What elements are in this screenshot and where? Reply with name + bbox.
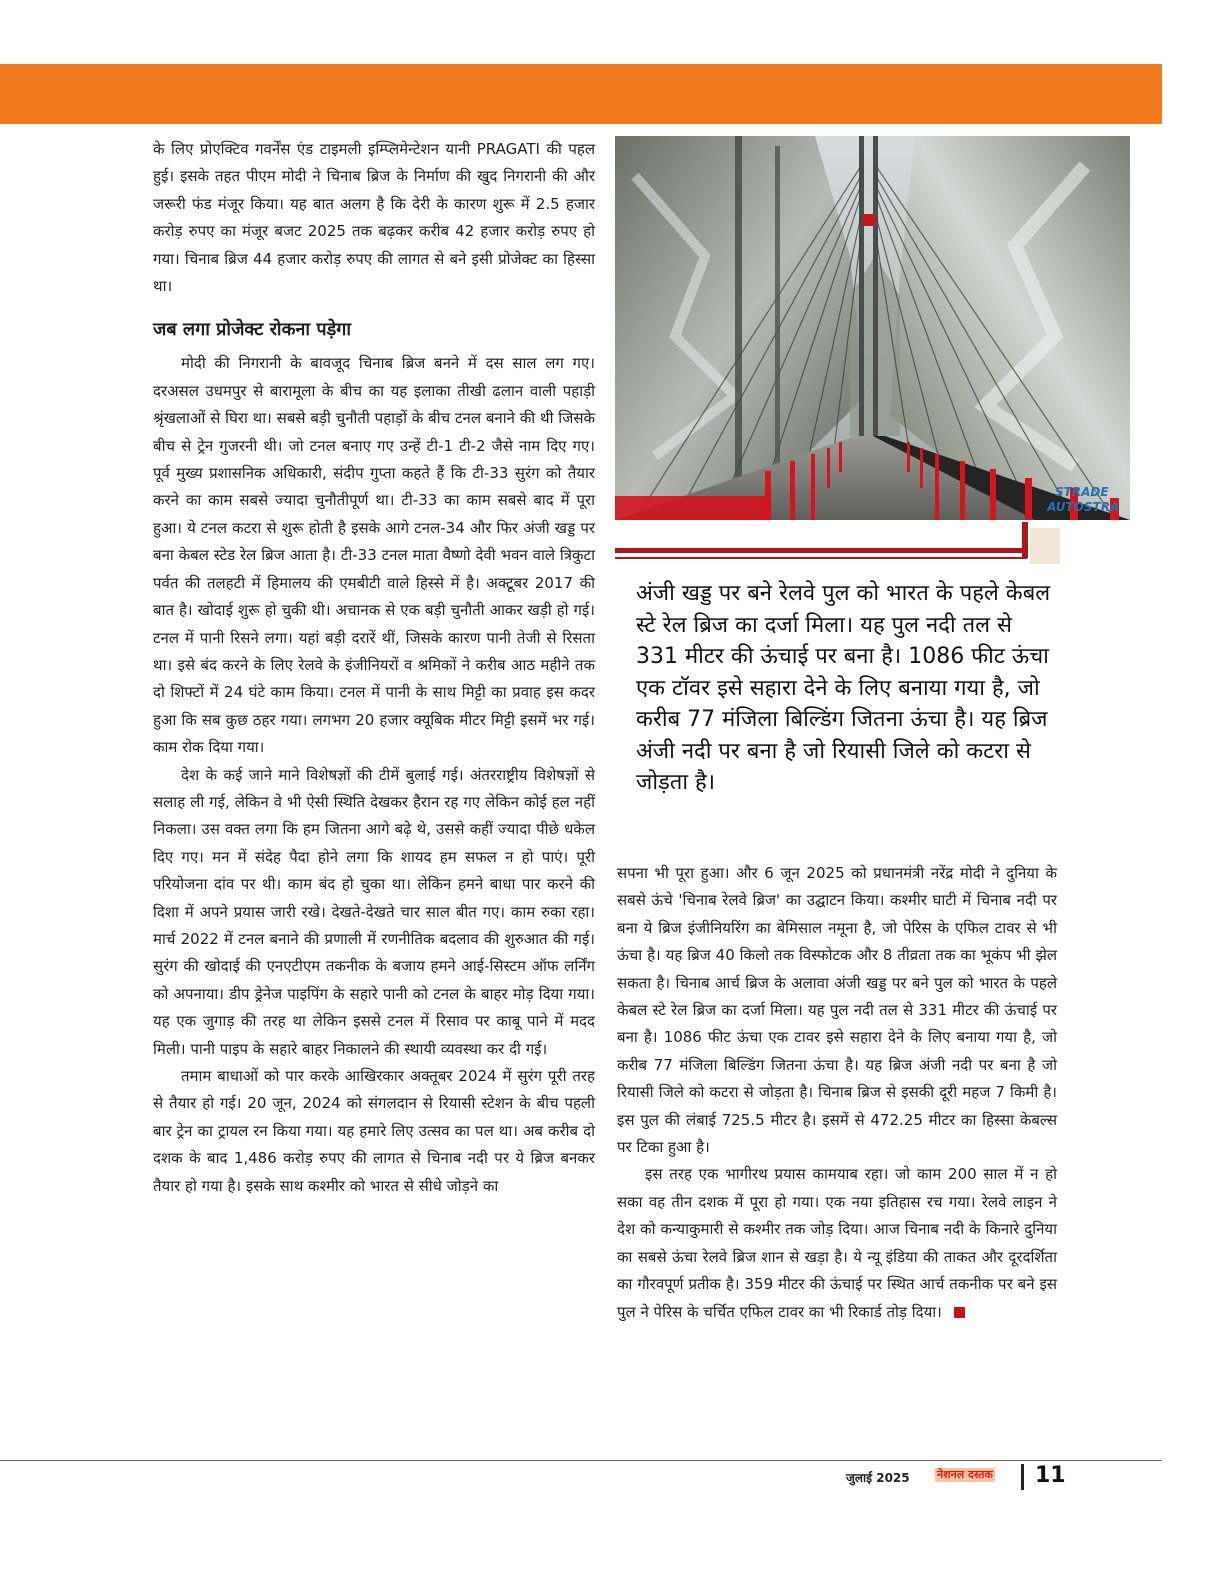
left-para-3: देश के कई जाने माने विशेषज्ञों की टीमें बुलाई गई। अंतरराष्ट्रीय विशेषज्ञों से सलाह ली गई, लेकिन वे भी ऐसी स्थिति देखकर हैरान रह गए लेकिन कोई हल नहीं निकला। उस वक्त लगा कि हम जितना आगे बढ़े थे, उससे कहीं ज्यादा पीछे धकेल दिए गए। मन में संदेह पैदा होने लगा कि शायद हम सफल न हो पाएं। पूरी परियोजना दांव पर थी। काम बंद हो चुका था। लेकिन हमने बाधा पार करने की दिशा में अपने प्रयास जारी रखे। देखते-देखते चार साल बीत गए। काम रुका रहा। मार्च 2022 में टनल बनाने की प्रणाली में रणनीतिक बदलाव की शुरुआत की गई। सुरंग की खोदाई की एनएटीएम तकनीक के बजाय हमने आई-सिस्टम ऑफ लर्निंग को अपनाया। डीप ड्रेनेज पाइपिंग के सहारे पानी को टनल के बाहर मोड़ दिया गया। यह एक जुगाड़ की तरह था लेकिन इससे टनल में रिसाव पर काबू पाने में मदद मिली। पानी पाइप के सहारे बाहर निकालने की स्थायी व्यवस्था कर दी गई। xyxy=(153,765,595,1058)
decorative-red-bar xyxy=(615,548,1027,553)
right-para-2: इस तरह एक भागीरथ प्रयास कामयाब रहा। जो काम 200 साल में न हो सका वह तीन दशक में पूरा हो गया। एक नया इतिहास रच गया। रेलवे लाइन ने देश को कन्याकुमारी से कश्मीर तक जोड़ दिया। आज चिनाब नदी के किनारे दुनिया का सबसे ऊंचा रेलवे ब्रिज शान से खड़ा है। ये न्यू इंडिया की ताकत और दूरदर्शिता का गौरवपूर्ण प्रतीक है। 359 मीटर की ऊंचाई पर स्थित आर्च तकनीक पर बने इस पुल ने पेरिस के चर्चित एफिल टावर का भी रिकार्ड तोड़ दिया। xyxy=(617,1165,1057,1321)
left-para-1: के लिए प्रोएक्टिव गवर्नेंस एंड टाइमली इम्प्लिमेन्टेशन यानी PRAGATI की पहल हुई। इसके तहत पीएम मोदी ने चिनाब ब्रिज के निर्माण की खुद निगरानी की और जरूरी फंड मंजूर किया। यह बात अलग है कि देरी के कारण शुरू में 2.5 हजार करोड़ रुपए का मंजूर बजट 2025 तक बढ़कर करीब 42 हजार करोड़ रुपए हो गया। चिनाब ब्रिज 44 हजार करोड़ रुपए की लागत से बने इसी प्रोजेक्ट का हिस्सा था। xyxy=(153,140,595,296)
pull-quote: अंजी खड्ड पर बने रेलवे पुल को भारत के पहले केबल स्टे रेल ब्रिज का दर्जा मिला। यह पुल नदी तल से 331 मीटर की ऊंचाई पर बना है। 1086 फीट ऊंचा एक टॉवर इसे सहारा देने के लिए बनाया गया है, जो करीब 77 मंजिला बिल्डिंग जितना ऊंचा है। यह ब्रिज अंजी नदी पर बना है जो रियासी जिले को कटरा से जोड़ता है। xyxy=(636,581,1051,795)
decorative-red-vertical xyxy=(1022,522,1028,558)
right-article-column xyxy=(617,860,1057,1326)
footer-vertical-rule xyxy=(1021,1464,1024,1490)
watermark-line-1: STRADE xyxy=(1055,485,1109,499)
watermark-line-2: AUTOSTRA xyxy=(1047,500,1120,514)
footer-date: जुलाई 2025 xyxy=(846,1471,910,1485)
article-end-mark xyxy=(954,1307,965,1318)
section-subheading: जब लगा प्रोजेक्ट रोकना पड़ेगा xyxy=(153,319,351,341)
bridge-photo-illustration xyxy=(615,136,1130,520)
magazine-logo: नेशनल दस्तक xyxy=(937,1468,993,1481)
header-color-band xyxy=(0,64,1162,124)
left-article-column xyxy=(153,136,595,1200)
right-para-1: सपना भी पूरा हुआ। और 6 जून 2025 को प्रधानमंत्री नरेंद्र मोदी ने दुनिया के सबसे ऊंचे 'चिनाब रेलवे ब्रिज' का उद्घाटन किया। कश्मीर घाटी में चिनाब नदी पर बना ये ब्रिज इंजीनियरिंग का बेमिसाल नमूना है, जो पेरिस के एफिल टावर से भी ऊंचा है। यह ब्रिज 40 किलो तक विस्फोटक और 8 तीव्रता तक का भूकंप भी झेल सकता है। चिनाब आर्च ब्रिज के अलावा अंजी खड्ड पर बने पुल को भारत के पहले केबल स्टे रेल ब्रिज का दर्जा मिला। यह पुल नदी तल से 331 मीटर की ऊंचाई पर बना है। 1086 फीट ऊंचा एक टावर इसे सहारा देने के लिए बनाया गया है, जो करीब 77 मंजिला बिल्डिंग जितना ऊंचा है। यह ब्रिज अंजी नदी पर बना है जो रियासी जिले को कटरा से जोड़ता है। चिनाब ब्रिज से इसकी दूरी महज 7 किमी है। इस पुल की लंबाई 725.5 मीटर है। इसमें से 472.25 मीटर का हिस्सा केबल्स पर टिका हुआ है। xyxy=(617,864,1057,1157)
decorative-beige-box xyxy=(1030,528,1060,564)
left-para-2: मोदी की निगरानी के बावजूद चिनाब ब्रिज बनने में दस साल लग गए। दरअसल उधमपुर से बारामूला के बीच का यह इलाका तीखी ढलान वाली पहाड़ी श्रृंखलाओं से घिरा था। सबसे बड़ी चुनौती पहाड़ों के बीच टनल बनाने की थी जिसके बीच से ट्रेन गुजरनी थी। जो टनल बनाए गए उन्हें टी-1 टी-2 जैसे नाम दिए गए। पूर्व मुख्य प्रशासनिक अधिकारी, संदीप गुप्ता कहते हैं कि टी-33 सुरंग को तैयार करने का काम सबसे ज्यादा चुनौतीपूर्ण था। टी-33 का काम सबसे बाद में पूरा हुआ। ये टनल कटरा से शुरू होती है इसके आगे टनल-34 और फिर अंजी खड्ड पर बना केबल स्टेड रेल ब्रिज आता है। टी-33 टनल माता वैष्णो देवी भवन वाले त्रिकुटा पर्वत की तलहटी में हिमालय की एमबीटी वाले हिस्से में है। अक्टूबर 2017 की बात है। खोदाई शुरू हो चुकी थी। अचानक से एक बड़ी चुनौती आकर खड़ी हो गई। टनल में पानी रिसने लगा। यहां बड़ी दरारें थीं, जिसके कारण पानी तेजी से रिसता था। इसे बंद करने के लिए रेलवे के इंजीनियरों व श्रमिकों ने करीब आठ महीने तक दो शिफ्टों में 24 घंटे काम किया। टनल में पानी के साथ मिट्टी का प्रवाह इस कदर हुआ कि सब कुछ ठहर गया। लगभग 20 हजार क्यूबिक मीटर मिट्टी इसमें भर गई। काम रोक दिया गया। xyxy=(153,354,595,757)
footer-divider xyxy=(0,1460,1162,1461)
page-number: 11 xyxy=(1035,1463,1066,1488)
decorative-red-thin-bar xyxy=(615,557,1027,559)
left-para-4: तमाम बाधाओं को पार करके आखिरकार अक्तूबर 2024 में सुरंग पूरी तरह से तैयार हो गई। 20 जून, 2024 को संगलदान से रियासी स्टेशन के बीच पहली बार ट्रेन का ट्रायल रन किया गया। यह हमारे लिए उत्सव का पल था। अब करीब दो दशक के बाद 1,486 करोड़ रुपए की लागत से चिनाब नदी पर ये ब्रिज बनकर तैयार हो गया है। इसके साथ कश्मीर को भारत से सीधे जोड़ने का xyxy=(153,1067,595,1195)
bridge-photo xyxy=(615,136,1130,520)
right-para-2-wrapper xyxy=(617,1161,1057,1325)
